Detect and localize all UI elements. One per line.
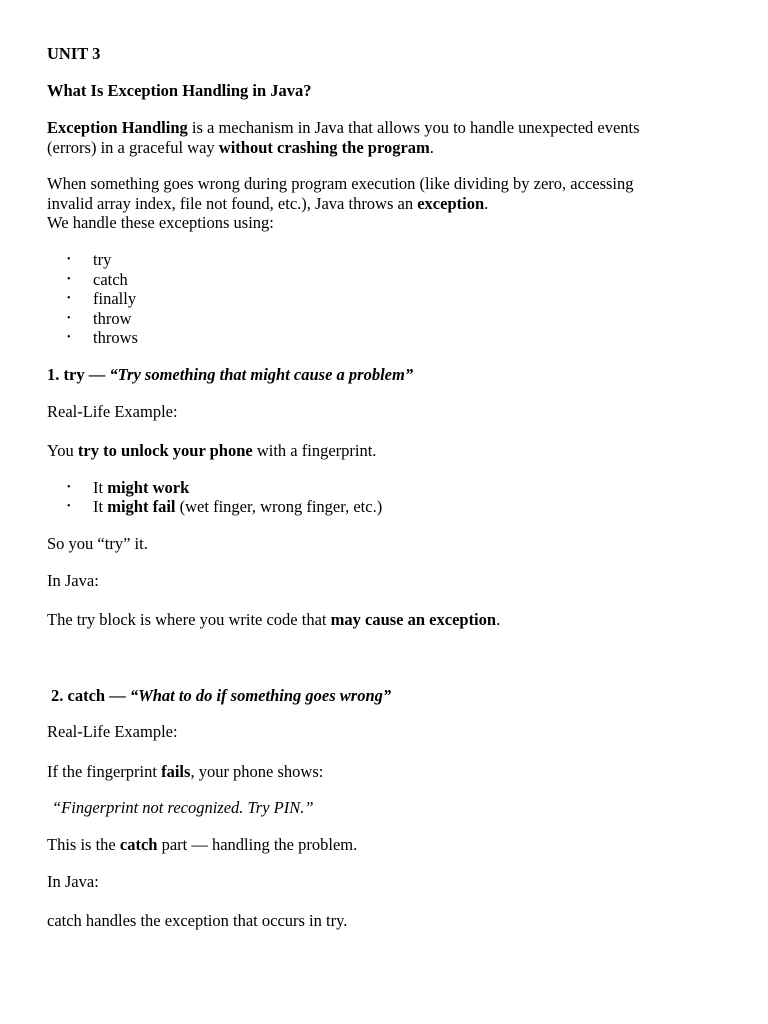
outcome-suffix: (wet finger, wrong finger, etc.) (175, 497, 383, 516)
section-1-example (47, 441, 376, 461)
bullet-icon: • (67, 501, 71, 512)
section-2-example-text-1: If the fingerprint (47, 762, 162, 781)
intro-line-2 (47, 138, 434, 158)
context-line-2-text: invalid array index, file not found, etc.), Java throws an (47, 194, 418, 213)
context-line-2 (47, 194, 488, 214)
intro-text-1: is a mechanism in Java that allows you to handle unexpected events (187, 118, 640, 137)
intro-end: . (429, 138, 434, 157)
section-1-example-bold: try to unlock your phone (77, 441, 253, 460)
bullet-icon: • (67, 332, 71, 343)
context-line-2-bold: exception (417, 194, 485, 213)
section-1-java-text: The try block is where you write code that (47, 610, 331, 629)
section-1-example-text-2: with a fingerprint. (252, 441, 377, 460)
section-2-catch-text-2: part — handling the problem. (157, 835, 358, 854)
bullet-icon: • (67, 254, 71, 265)
section-2-example-bold: fails (161, 762, 191, 781)
list-item: throw (93, 309, 132, 328)
outcome-prefix: It (93, 478, 108, 497)
context-line-1: When something goes wrong during program execution (like dividing by zero, accessing (47, 174, 634, 193)
section-1-example-text-1: You (47, 441, 78, 460)
section-2-heading-italic: “What to do if something goes wrong” (129, 686, 392, 705)
section-2-in-java: In Java: (47, 872, 99, 891)
section-2-real-life-label: Real-Life Example: (47, 722, 178, 741)
section-1-real-life-label: Real-Life Example: (47, 402, 178, 421)
context-line-3: We handle these exceptions using: (47, 213, 274, 232)
list-item: try (93, 250, 112, 269)
bullet-icon: • (67, 482, 71, 493)
unit-heading: UNIT 3 (47, 44, 101, 63)
list-item (93, 478, 189, 498)
section-1-in-java: In Java: (47, 571, 99, 590)
outcome-bold: might work (107, 478, 190, 497)
section-1-java-end: . (496, 610, 501, 629)
bullet-icon: • (67, 313, 71, 324)
bullet-icon: • (67, 274, 71, 285)
list-item (93, 497, 382, 517)
bullet-icon: • (67, 293, 71, 304)
section-2-example-text-2: , your phone shows: (190, 762, 324, 781)
section-1-heading-bold: 1. try — (47, 365, 110, 384)
section-2-catch-bold: catch (119, 835, 158, 854)
context-line-2-end: . (484, 194, 489, 213)
section-1-java-explanation (47, 610, 500, 630)
intro-emphasis: without crashing the program (218, 138, 430, 157)
section-1-heading-italic: “Try something that might cause a problem” (109, 365, 414, 384)
list-item: finally (93, 289, 137, 308)
section-1-heading (47, 365, 413, 385)
section-2-java-line: catch handles the exception that occurs in try. (47, 911, 348, 930)
section-1-so-you: So you “try” it. (47, 534, 148, 553)
intro-line-1 (47, 118, 640, 138)
section-2-quote: “Fingerprint not recognized. Try PIN.” (52, 798, 314, 817)
outcome-bold: might fail (107, 497, 176, 516)
section-2-heading (51, 686, 391, 706)
outcome-prefix: It (93, 497, 108, 516)
section-2-catch-line (47, 835, 357, 855)
section-2-example (47, 762, 323, 782)
intro-text-2: (errors) in a graceful way (47, 138, 219, 157)
list-item: throws (93, 328, 138, 347)
section-2-catch-text-1: This is the (47, 835, 120, 854)
main-title: What Is Exception Handling in Java? (47, 81, 312, 100)
section-1-java-bold: may cause an exception (330, 610, 497, 629)
list-item: catch (93, 270, 128, 289)
section-2-heading-bold: 2. catch — (51, 686, 130, 705)
intro-term: Exception Handling (47, 118, 188, 137)
